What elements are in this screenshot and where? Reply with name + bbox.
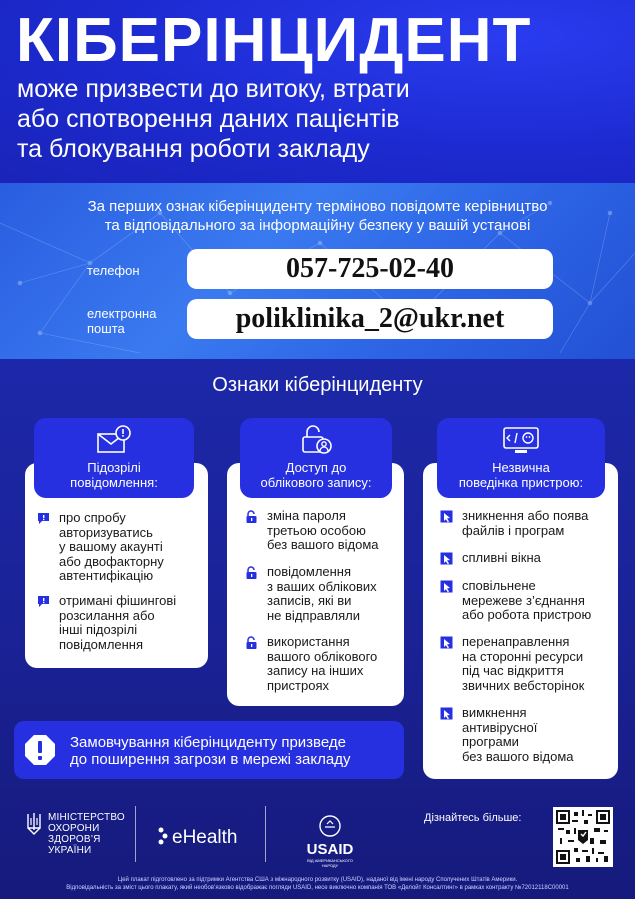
item-line: або робота пристрою [462,607,592,622]
ministry-logo-text [48,812,125,856]
warning-banner [14,721,404,779]
warning-line: Замовчування кіберінциденту призведе [70,734,346,751]
cursor-icon [440,636,453,649]
email-field: poliklinika_2@ukr.net [187,299,553,339]
item-line: спливні вікна [462,550,541,565]
cursor-icon [440,707,453,720]
cursor-icon [440,552,453,565]
learn-more-label: Дізнайтесь більше: [424,812,522,824]
page-title: КІБЕРІНЦИДЕНТ [16,6,532,75]
card-title-line: Незвична [492,460,550,475]
list-item [440,509,615,538]
lock-user-icon [298,424,334,456]
disclaimer-line: Цей плакат підготовлено за підтримки Агентства США з міжнародного розвитку (USAID), наданої від імені народу Сполучених Штатів Америки. [117,877,518,883]
alert-message-icon [37,512,50,525]
email-label [87,306,156,336]
ministry-line: ЗДОРОВ’Я [48,834,101,845]
list-item [440,579,615,623]
email-label-line: електронна [87,306,157,321]
card-header-suspicious-messages [34,418,194,498]
usaid-text: USAID [306,841,354,858]
card-title [240,460,392,490]
item-line: звичних вебсторінок [462,677,585,693]
ehealth-mark-icon [157,826,169,846]
item-line: вимкнення [462,705,527,720]
notice-line: За перших ознак кіберінциденту терміново повідомте керівництво [87,198,548,215]
phone-label: телефон [87,263,140,278]
unlock-icon [245,636,258,649]
card-header-account-access [240,418,392,498]
list-item [37,511,202,584]
item-line: повідомлення [267,564,352,579]
item-line: у вашому акаунті [59,539,163,554]
subtitle-line: може призвести до витоку, втрати [17,75,410,103]
monitor-bug-icon [501,424,541,456]
qr-code-icon [556,810,610,864]
item-line: сповільнене [462,578,536,593]
trident-emblem-icon [26,812,42,836]
list-item [440,551,615,566]
ministry-line: УКРАЇНИ [48,845,92,856]
list-item [440,635,615,693]
card-title-line: Підозрілі [87,460,141,475]
item-line: запису на інших [267,663,364,678]
item-line: зникнення або поява [462,508,589,523]
item-line: з ваших облікових [267,578,377,594]
usaid-subtext: ВІД АМЕРИКАНСЬКОГО НАРОДУ [307,858,353,868]
list-item [440,706,615,764]
card-device-behavior [423,463,618,779]
disclaimer-line: Відповідальність за зміст цього плакату, який необов’язково відображає погляди USAID, несе виключно компанія ТОВ «Делойт Консалтинг» в рамках контракту №72012118C00001 [66,884,569,891]
item-line: автентифікацію [59,568,154,583]
warning-text [70,734,400,768]
item-line: антивірусної [462,719,538,735]
qr-code[interactable] [553,807,613,867]
card-account-access [227,463,404,706]
notice-text [20,197,615,235]
item-line: повідомлення [59,636,144,652]
warning-octagon-icon [24,734,56,766]
card-title-line: поведінка пристрою: [458,475,584,490]
item-line: не відправляли [267,607,360,623]
contact-band [0,183,635,359]
subtitle-line: або спотворення даних пацієнтів [17,105,400,133]
item-line: отримані фішингові [59,593,177,608]
list-item [245,565,400,623]
unlock-icon [245,566,258,579]
item-line: про спробу [59,510,126,525]
alert-message-icon [37,595,50,608]
item-line: без вашого відома [462,748,574,764]
item-line: на сторонні ресурси [462,648,584,664]
item-line: записів, які ви [267,593,352,608]
item-line: зміна пароля [267,508,346,523]
item-line: файлів і програм [462,522,565,538]
notice-line: та відповідального за інформаційну безпеку у вашій установі [104,217,531,234]
list-item [245,635,400,693]
item-line: використання [267,634,350,649]
ehealth-logo [157,826,238,849]
list-item [37,594,202,652]
card-title-line: облікового запису: [260,475,372,490]
email-label-line: пошта [87,321,125,336]
item-line: під час відкриття [462,663,564,678]
item-line: програми [462,734,519,749]
header [0,0,635,183]
item-line: третьою особою [267,522,366,538]
item-line: вашого облікового [267,648,378,664]
item-line: або двофакторну [59,553,164,569]
unlock-icon [245,510,258,523]
item-line: розсилання або [59,607,155,623]
item-line: без вашого відома [267,537,379,552]
card-title-line: повідомлення: [70,475,158,490]
warning-line: до поширення загрози в мережі закладу [70,751,351,768]
phone-field: 057-725-02-40 [187,249,553,289]
item-line: інші підозрілі [59,622,138,637]
subtitle [17,74,617,164]
signs-title: Ознаки кіберінциденту [212,374,423,396]
ministry-line: ОХОРОНИ [48,823,100,834]
card-title [437,460,605,490]
subtitle-line: та блокування роботи закладу [17,135,370,163]
item-line: мережеве з’єднання [462,592,585,608]
card-header-device-behavior [437,418,605,498]
card-title-line: Доступ до [285,460,347,475]
item-line: пристроях [267,677,329,693]
item-line: авторизуватись [59,524,153,540]
usaid-logo [300,815,360,868]
disclaimer [0,877,635,892]
footer-divider [265,806,266,862]
item-line: перенаправлення [462,634,570,649]
envelope-alert-icon [96,424,132,456]
card-title [34,460,194,490]
ehealth-text: eHealth [172,827,238,848]
usaid-seal-icon [319,815,341,837]
list-item [245,509,400,553]
footer-divider [135,806,136,862]
cursor-icon [440,510,453,523]
cursor-icon [440,580,453,593]
ministry-line: МІНІСТЕРСТВО [48,812,125,823]
